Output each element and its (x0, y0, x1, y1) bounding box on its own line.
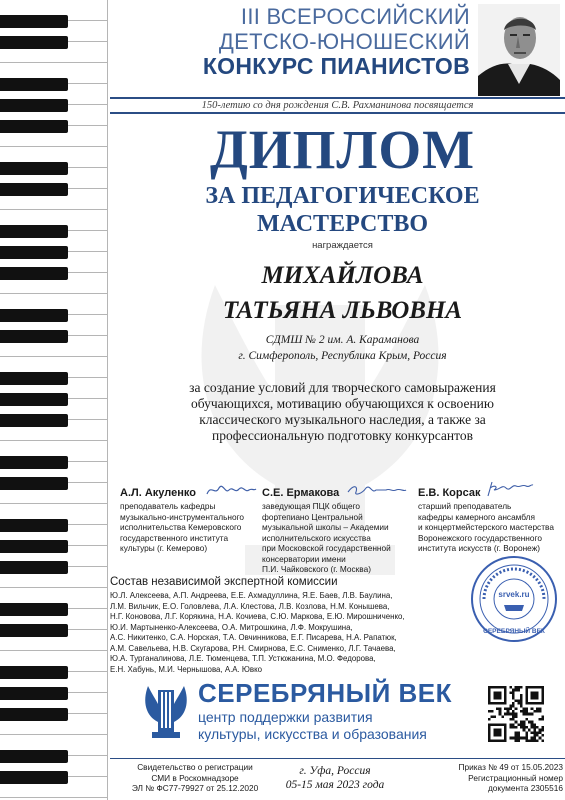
signatory-title-line: П.И. Чайковского (г. Москва) (262, 564, 371, 574)
diploma-title: ДИПЛОМ (209, 119, 476, 180)
piano-black-key (0, 120, 68, 133)
organization-logo-name: СЕРЕБРЯНЫЙ ВЕК (198, 678, 452, 708)
commission-line: Л.М. Вильчик, Е.О. Головлева, Л.А. Клестова, Л.В. Козлова, Н.М. Конышева, (110, 601, 390, 611)
handwritten-signature-2 (346, 482, 408, 498)
signatory-title-line: исполнительства Кемеровского (120, 522, 242, 532)
recipient-surname: МИХАЙЛОВА (261, 262, 424, 289)
piano-black-key (0, 372, 68, 385)
commission-line: А.М. Савельева, Н.В. Скугарова, Р.Н. Смирнова, Е.С. Снименко, Л.Г. Тачаева, (110, 643, 396, 653)
signatory-title-line: заведующая ПЦК общего (262, 501, 361, 511)
qr-code-icon[interactable] (488, 686, 544, 742)
recipient-name (120, 258, 565, 328)
signatory-name: Е.В. Корсак (418, 487, 481, 499)
piano-black-key (0, 519, 68, 532)
signatory-title-line: исполнительского искусства (262, 532, 371, 543)
dedication-banner (110, 97, 565, 114)
order-info (420, 762, 563, 794)
signatory-title-line: культуры (г. Кемерово) (120, 543, 208, 553)
piano-black-key (0, 330, 68, 343)
piano-black-key (0, 267, 68, 280)
piano-black-key (0, 162, 68, 175)
commission-line: Е.Н. Хабунь, М.И. Чернышова, А.А. Ювко (110, 664, 263, 674)
organization-name: СДМШ № 2 им. А. Караманова (265, 334, 420, 346)
piano-black-key (0, 687, 68, 700)
signatory-title-line: института искусств (г. Воронеж) (418, 543, 541, 553)
piano-keyboard-decoration (0, 0, 110, 800)
signatory-name: С.Е. Ермакова (262, 487, 340, 499)
piano-black-key (0, 624, 68, 637)
piano-black-key (0, 456, 68, 469)
piano-black-key (0, 603, 68, 616)
signatory-title-line: музыкальной школы – Академии (262, 522, 389, 532)
awarded-label: награждается (312, 240, 373, 251)
handwritten-signature-1 (205, 482, 257, 498)
handwritten-signature-3 (484, 480, 534, 498)
signatory-title-line: Воронежского государственного (418, 532, 542, 543)
registration-line-3: ЭЛ № ФС77-79927 от 25.12.2020 (131, 783, 259, 793)
subtitle-line-2: МАСТЕРСТВО (256, 211, 429, 237)
commission-line: Ю.А. Турганалинова, Л.Е. Тюменцева, Т.П. Устюжанина, М.О. Федорова, (110, 654, 376, 663)
commission-line: А.С. Никитенко, С.А. Норская, Т.А. Овчинникова, Е.Г. Писарева, Н.А. Рапатюк, (110, 633, 397, 642)
registration-line-2: СМИ в Роскомнадзоре (151, 772, 239, 783)
lyre-logo-icon (142, 682, 190, 740)
piano-black-key (0, 771, 68, 784)
event-place: г. Уфа, Россия (299, 765, 371, 777)
recipient-given-names: ТАТЬЯНА ЛЬВОВНА (222, 297, 463, 324)
subtitle-line-1: ЗА ПЕДАГОГИЧЕСКОЕ (205, 183, 480, 209)
footer-divider (110, 758, 565, 759)
event-dates: 05-15 мая 2023 года (285, 779, 385, 791)
header-line-3: КОНКУРС ПИАНИСТОВ (202, 53, 470, 79)
tagline-line-2: культуры, искусства и образования (198, 726, 427, 742)
official-stamp-icon (470, 555, 558, 643)
piano-black-key (0, 393, 68, 406)
registration-line-1: Свидетельство о регистрации (137, 762, 253, 772)
piano-black-key (0, 477, 68, 490)
piano-black-key (0, 36, 68, 49)
signature-block-korsak (418, 486, 563, 554)
order-number: Приказ № 49 от 15.05.2023 (458, 762, 563, 772)
piano-black-key (0, 666, 68, 679)
reason-line-3: классического музыкального наследия, а также за (199, 412, 486, 427)
piano-black-key (0, 78, 68, 91)
recipient-organization (120, 332, 565, 364)
piano-black-key (0, 708, 68, 721)
signatory-title-line: фортепиано Центральной (262, 511, 363, 522)
piano-black-key (0, 225, 68, 238)
signature-block-akulenko (120, 486, 255, 554)
award-reason (150, 380, 535, 444)
piano-black-key (0, 750, 68, 763)
commission-line: Н.Г. Коновова, Л.Г. Корякина, Н.А. Кочиева, С.Ю. Маркова, Е.Ю. Мирошниченко, (110, 612, 405, 621)
commission-line: Ю.Л. Алексеева, А.П. Андреева, Е.Е. Ахмадуллина, Я.Е. Баев, Л.В. Баулина, (110, 591, 393, 600)
piano-black-key (0, 15, 68, 28)
dedication-text: 150-летию со дня рождения С.В. Рахманинова посвящается (201, 100, 474, 111)
organization-tagline (198, 709, 468, 743)
rachmaninoff-portrait (478, 4, 560, 96)
stamp-bottom-text: СЕРЕБРЯНЫЙ ВЕК (483, 628, 545, 635)
registration-number-label: Регистрационный номер (468, 772, 563, 783)
commission-member-list (110, 591, 460, 675)
piano-black-key (0, 309, 68, 322)
reason-line-2: обучающихся, мотивацию обучающихся к освоению (190, 396, 494, 411)
signatory-name: А.Л. Акуленко (120, 487, 196, 499)
header-line-2: ДЕТСКО-ЮНОШЕСКИЙ (218, 29, 470, 54)
signatory-title-line: консерватории имени (262, 553, 346, 564)
reason-line-1: за создание условий для творческого самовыражения (189, 380, 496, 395)
signature-block-ermakova (262, 486, 412, 575)
piano-black-key (0, 99, 68, 112)
commission-heading: Состав независимой экспертной комиссии (110, 576, 338, 588)
signatory-title-line: преподаватель кафедры (120, 501, 216, 511)
piano-black-key (0, 540, 68, 553)
stamp-center-text: srvek.ru (498, 590, 530, 599)
signatory-title-line: кафедры камерного ансамбля (418, 511, 536, 522)
signatory-title-line: государственного института (120, 532, 229, 543)
organization-location: г. Симферополь, Республика Крым, Россия (238, 350, 447, 362)
header-line-1: III ВСЕРОССИЙСКИЙ (240, 4, 470, 29)
piano-black-key (0, 246, 68, 259)
reason-line-4: профессиональную подготовку конкурсантов (212, 428, 473, 443)
registration-info (110, 762, 280, 794)
piano-black-key (0, 414, 68, 427)
signatory-title-line: музыкально-инструментального (120, 511, 245, 522)
piano-black-key (0, 561, 68, 574)
place-and-date (270, 764, 400, 792)
signatory-title-line: и концертмейстерского мастерства (418, 522, 554, 532)
signatory-title-line: старший преподаватель (418, 501, 512, 511)
contest-header (120, 4, 470, 79)
piano-black-key (0, 183, 68, 196)
document-number: документа 2305516 (487, 783, 563, 793)
diploma-subtitle (120, 182, 565, 238)
signatory-title-line: при Московской государственной (262, 543, 391, 553)
tagline-line-1: центр поддержки развития (198, 709, 373, 725)
commission-line: Ю.И. Мартыненко-Алексеева, О.А. Митрошкина, Л.Ф. Мокрушина, (110, 622, 353, 632)
